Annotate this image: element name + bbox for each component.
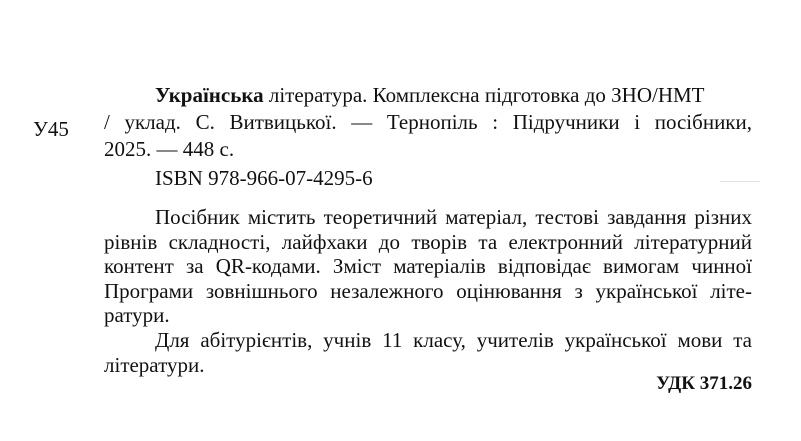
annotation-line: Для абітурієнтів, учнів 11 класу, учителів української мови та	[155, 327, 752, 352]
annotation	[104, 205, 752, 377]
annotation-line: рівнів складності, лайфхаки до творів та електронний літературний	[104, 229, 752, 254]
scan-smudge	[720, 181, 760, 182]
annotation-line: Посібник містить теоретичний матеріал, тестові завдання різних	[155, 205, 752, 229]
annotation-line: Програми зовнішнього незалежного оцінювання з української літе-	[104, 278, 752, 303]
annotation-paragraph-2	[104, 328, 752, 377]
bibliographic-line-2: / уклад. С. Витвицької. — Тернопіль : Підручники і посібники,	[104, 110, 752, 134]
bibliographic-record	[104, 82, 752, 163]
annotation-line: ратури.	[104, 303, 170, 328]
annotation-line: літератури.	[104, 352, 205, 377]
cip-code: У45	[33, 117, 69, 141]
annotation-line: контент за QR-кодами. Зміст матеріалів відповідає вимогам чинної	[104, 254, 752, 279]
annotation-paragraph-1	[104, 205, 752, 328]
title-rest: література. Комплексна підготовка до ЗНО/НМТ	[263, 83, 705, 107]
isbn: ISBN 978-966-07-4295-6	[155, 166, 373, 190]
bibliographic-line-3: 2025. — 448 с.	[104, 137, 235, 161]
udc-code: УДК 371.26	[656, 373, 752, 394]
bibliographic-line-1	[104, 82, 752, 109]
title-bold-word: Українська	[155, 83, 264, 107]
